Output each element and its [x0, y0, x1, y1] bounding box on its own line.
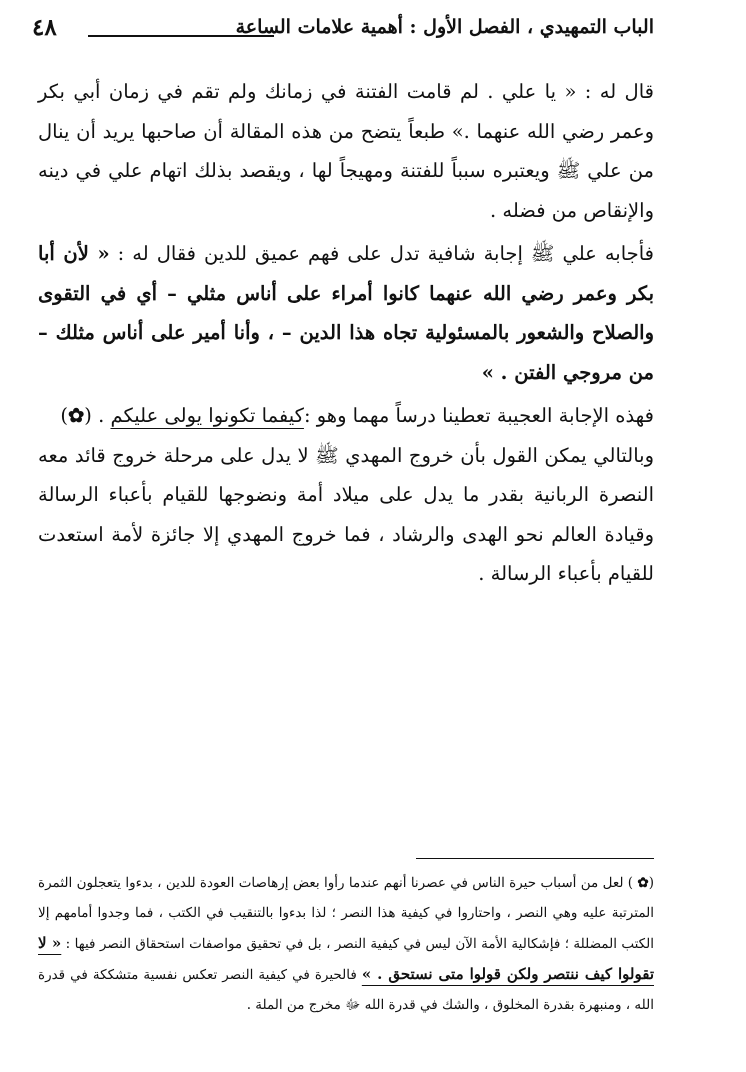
- paragraph-3-close: ): [60, 404, 68, 427]
- footnote-divider: [416, 858, 654, 859]
- paragraph-3: [38, 396, 654, 436]
- footnote-marker-icon: ✿: [637, 875, 649, 891]
- underlined-lesson: كيفما تكونوا يولى عليكم: [110, 404, 304, 427]
- header-divider: [88, 35, 274, 37]
- paragraph-2: [38, 234, 654, 392]
- footnote-body: (✿ ) لعل من أسباب حيرة الناس في عصرنا أنهم عندما رأوا بعض إرهاصات العودة للدين ، بدءوا يتعجلون الثمرة المترتبة عليه وهي النصر ، واحتاروا في كيفية هذا النصر ؛ لذا بدءوا بالتنقيب في الكتب ، فما وجدوا أمامهم إلا الكتب المضللة ؛ فإشكالية الأمة الآن ليس في كيفية النصر ، بل في تحقيق مواصفات استحقاق النصر فيها : « لا تقولوا كيف ننتصر ولكن قولوا متى نستحق . » فالحيرة في كيفية النصر تعكس نفسية متشككة في قدرة الله ، ومنبهرة بقدرة المخلوق ، والشك في قدرة الله ﷻ مخرج من الملة .: [38, 868, 654, 1020]
- running-title: الباب التمهيدي ، الفصل الأول : أهمية علامات الساعة: [235, 16, 654, 38]
- main-text: [38, 72, 654, 594]
- footnote-quote: « لا تقولوا كيف ننتصر ولكن قولوا متى نستحق . »: [38, 934, 654, 983]
- footnote-text-2: فالحيرة في كيفية النصر تعكس نفسية متشككة في قدرة الله ، ومنبهرة بقدرة المخلوق ، والشك في قدرة الله ﷻ مخرج من الملة .: [38, 967, 654, 1013]
- page-number: ٤٨: [32, 14, 57, 41]
- paragraph-1: قال له : « يا علي . لم قامت الفتنة في زمانك ولم تقم في زمان أبي بكر وعمر رضي الله عنهما .» طبعاً يتضح من هذه المقالة أن صاحبها يريد أن ينال من علي ﷺ ويعتبره سبباً للفتنة ومهيجاً لها ، ويقصد بذلك اتهام علي في دينه والإنقاص من فضله .: [38, 80, 654, 222]
- paragraph-3-tail: . (: [84, 404, 111, 427]
- paragraph-2-intro: فأجابه علي ﷺ إجابة شافية تدل على فهم عميق للدين فقال له :: [109, 242, 654, 265]
- paragraph-3-lead: فهذه الإجابة العجيبة تعطينا درساً مهما وهو :: [303, 404, 654, 427]
- footnote-marker-icon: ✿: [67, 404, 85, 427]
- footnote: [38, 868, 654, 1020]
- ali-quote: « لأن أبا بكر وعمر رضي الله عنهما كانوا أمراء على أناس مثلي – أي في التقوى والصلاح والشعور بالمسئولية تجاه هذا الدين – ، وأنا أمير على أناس مثلك – من مروجي الفتن . »: [38, 242, 654, 384]
- paragraph-4: وبالتالي يمكن القول بأن خروج المهدي ﷺ لا يدل على مرحلة خروج قائد معه النصرة الربانية بقدر ما يدل على ميلاد أمة ونضوجها للقيام بأعباء الرسالة وقيادة العالم نحو الهدى والرشاد ، فما خروج المهدي إلا جائزة لأمة استعدت للقيام بأعباء الرسالة .: [38, 443, 654, 585]
- footnote-text-1: ) لعل من أسباب حيرة الناس في عصرنا أنهم عندما رأوا بعض إرهاصات العودة للدين ، بدءوا يتعجلون الثمرة المترتبة عليه وهي النصر ، واحتاروا في كيفية هذا النصر ؛ لذا بدءوا بالتنقيب في الكتب ، فما وجدوا أمامهم إلا الكتب المضللة ؛ فإشكالية الأمة الآن ليس في كيفية النصر ، بل في تحقيق مواصفات استحقاق النصر فيها :: [38, 875, 655, 952]
- page-header: [28, 14, 654, 54]
